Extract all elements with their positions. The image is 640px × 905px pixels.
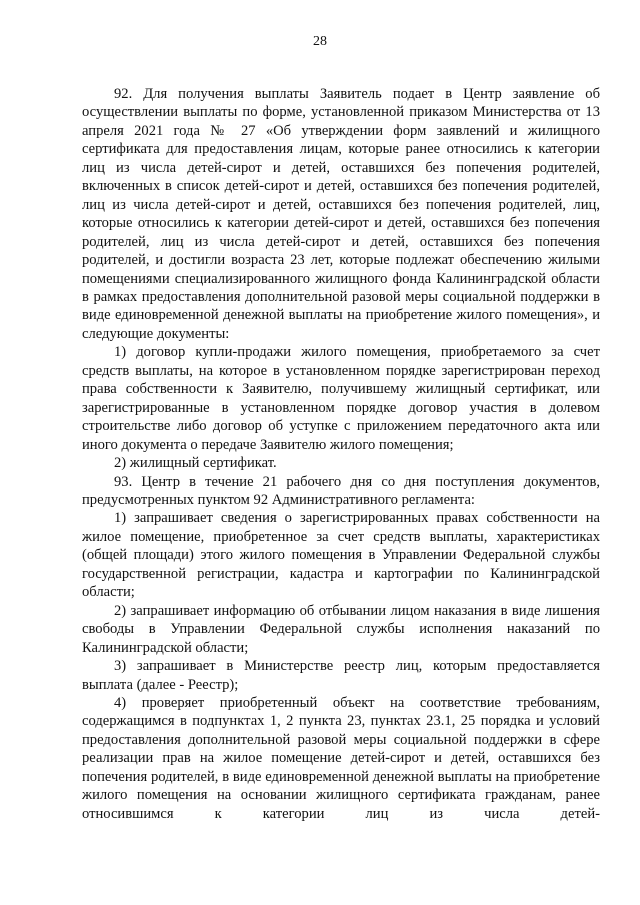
- paragraph-93-item-2: 2) запрашивает информацию об отбывании лицом наказания в виде лишения свободы в Управлении Федеральной службы исполнения наказаний по Калининградской области;: [82, 602, 600, 656]
- paragraph-92-item-1: 1) договор купли-продажи жилого помещения, приобретаемого за счет средств выплаты, на которое в установленном порядке зарегистрирован переход права собственности к Заявителю, получившему жилищный сертификат, или зарегистрированные в установленном порядке договор участия в долевом строительстве либо договор об уступке с приложением передаточного акта или иного документа о передаче Заявителю жилого помещения;: [82, 344, 600, 453]
- paragraph-93-item-3: 3) запрашивает в Министерстве реестр лиц, которым предоставляется выплата (далее - Реестр);: [82, 658, 600, 693]
- paragraph-92: 92. Для получения выплаты Заявитель подает в Центр заявление об осуществлении выплаты по форме, установленной приказом Министерства от 13 апреля 2021 года № 27 «Об утверждении форм заявлений и жилищного сертификата для предоставления лицам, которые ранее относились к категории лиц из числа детей-сирот и детей, оставшихся без попечения родителей, включенных в список детей-сирот и детей, оставшихся без попечения родителей, лиц из числа детей-сирот и детей, оставшихся без попечения родителей, лиц, которые относились к категории детей-сирот и детей, оставшихся без попечения родителей, лиц из числа детей-сирот и детей, оставшихся без попечения родителей, и достигли возраста 23 лет, которые подлежат обеспечению жилыми помещениями специализированного жилищного фонда Калининградской области в рамках предоставления дополнительной разовой меры социальной поддержки в виде единовременной денежной выплаты на приобретение жилого помещения», и следующие документы:: [82, 86, 600, 342]
- paragraph-92-item-2: 2) жилищный сертификат.: [114, 455, 277, 472]
- paragraph-93: 93. Центр в течение 21 рабочего дня со дня поступления документов, предусмотренных пунктом 92 Административного регламента:: [82, 473, 600, 508]
- page-number: 28: [313, 34, 327, 49]
- document-body: [82, 85, 600, 823]
- paragraph-93-item-1: 1) запрашивает сведения о зарегистрированных правах собственности на жилое помещение, приобретенное за счет средств выплаты, характеристиках (общей площади) этого жилого помещения в Управлении Федеральной службы государственной регистрации, кадастра и картографии по Калининградской области;: [82, 510, 600, 601]
- paragraph-93-item-4: 4) проверяет приобретенный объект на соответствие требованиям, содержащимся в подпунктах 1, 2 пункта 23, пунктах 23.1, 25 порядка и условий предоставления дополнительной разовой меры социальной поддержки в сфере реализации прав на жилое помещение детей-сирот и детей, оставшихся без попечения родителей, в виде единовременной денежной выплаты на приобретение жилого помещения на основании жилищного сертификата гражданам, ранее относившимся к категории лиц из числа детей-: [82, 694, 600, 822]
